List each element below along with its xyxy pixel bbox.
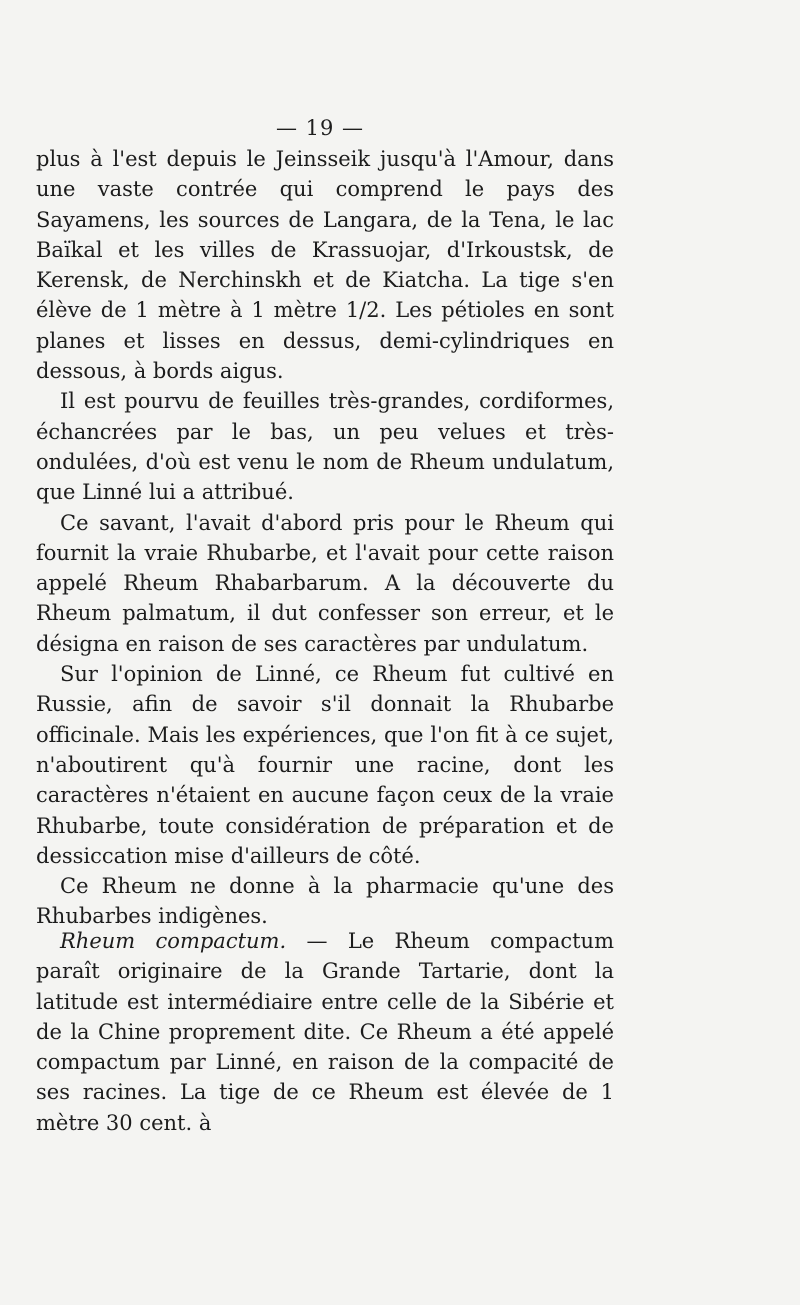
paragraph-russia-cultivation: Sur l'opinion de Linné, ce Rheum fut cultivé en Russie, afin de savoir s'il donnait la Rhubarbe officinale. Mais les expériences, que l'on fit à ce sujet, n'aboutirent qu'à fournir une racine, dont les caractères n'étaient en aucune façon ceux de la vraie Rhubarbe, toute considération de préparation et de dessiccation mise d'ailleurs de côté. bbox=[36, 662, 614, 868]
section-heading: Rheum compactum. bbox=[60, 929, 287, 953]
paragraph-undulatum-leaves: Il est pourvu de feuilles très-grandes, cordiformes, échancrées par le bas, un peu velues et très-ondulées, d'où est venu le nom de Rheum undulatum, que Linné lui a attribué. bbox=[36, 389, 614, 505]
section-rheum-compactum bbox=[36, 926, 614, 1138]
section-text: — Le Rheum compactum paraît originaire de la Grande Tartarie, dont la latitude est intermédiaire entre celle de la Sibérie et de la Chine proprement dite. Ce Rheum a été appelé compactum par Linné, en raison de la compacité de ses racines. La tige de ce Rheum est élevée de 1 mètre 30 cent. à bbox=[36, 929, 614, 1135]
paragraph-continued: plus à l'est depuis le Jeinsseik jusqu'à l'Amour, dans une vaste contrée qui comprend le pays des Sayamens, les sources de Langara, de la Tena, le lac Baïkal et les villes de Krassuojar, d'Irkoustsk, de Kerensk, de Nerchinskh et de Kiatcha. La tige s'en élève de 1 mètre à 1 mètre 1/2. Les pétioles en sont planes et lisses en dessus, demi-cylindriques en dessous, à bords aigus. bbox=[36, 147, 614, 384]
paragraph-compactum bbox=[36, 926, 614, 1138]
body-text bbox=[36, 144, 614, 932]
paragraph-linne-naming: Ce savant, l'avait d'abord pris pour le Rheum qui fournit la vraie Rhubarbe, et l'avait pour cette raison appelé Rheum Rhabarbarum. A la découverte du Rheum palmatum, il dut confesser son erreur, et le désigna en raison de ses caractères par undulatum. bbox=[36, 510, 614, 656]
page-number: — 19 — bbox=[275, 116, 365, 140]
paragraph-pharmacy: Ce Rheum ne donne à la pharmacie qu'une des Rhubarbes indigènes. bbox=[36, 874, 614, 929]
